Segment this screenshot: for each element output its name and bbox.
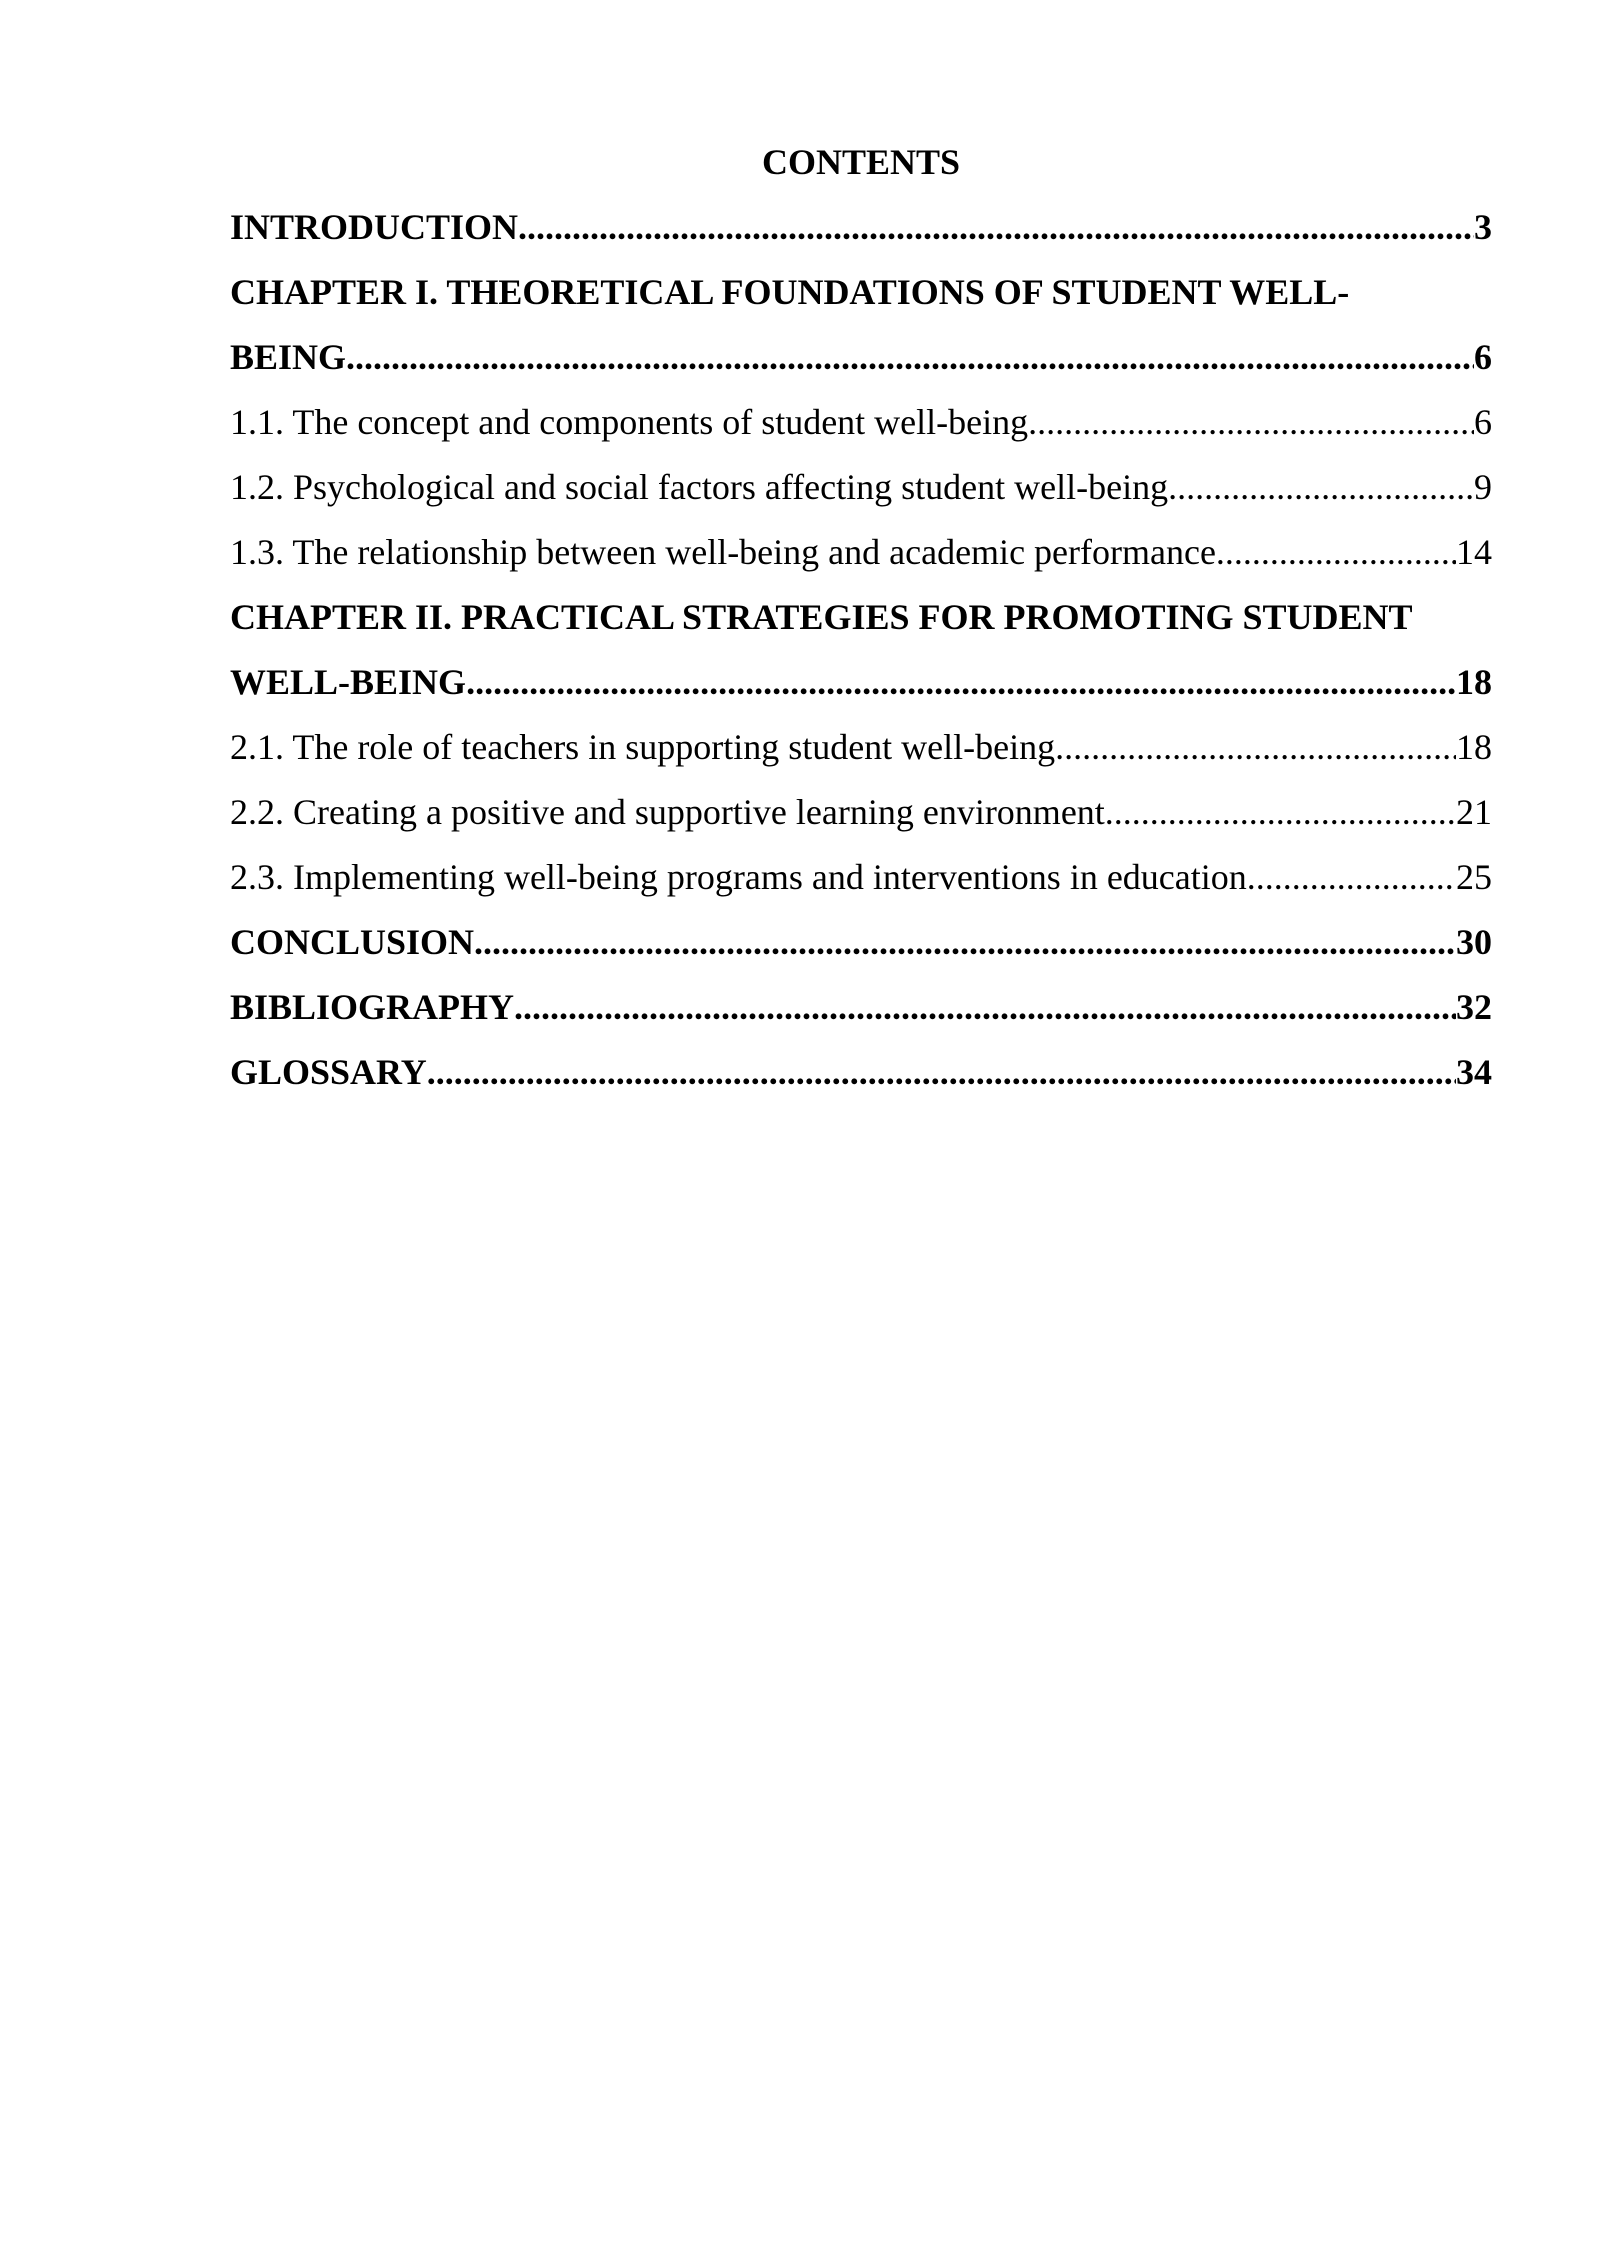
toc-page-number: 18 bbox=[1456, 662, 1492, 702]
dot-leader bbox=[514, 975, 1456, 1040]
toc-entry-title: INTRODUCTION bbox=[230, 207, 519, 247]
toc-entry-chapter-1[interactable] bbox=[230, 260, 1492, 390]
toc-page-number: 6 bbox=[1474, 337, 1492, 377]
toc-entry-title-line: CHAPTER II. PRACTICAL STRATEGIES FOR PROMOTING STUDENT bbox=[230, 597, 1413, 637]
toc-entry-title: BIBLIOGRAPHY bbox=[230, 987, 515, 1027]
toc-entry-title-line: CHAPTER I. THEORETICAL FOUNDATIONS OF STUDENT WELL- bbox=[230, 272, 1350, 312]
toc-entry-section-1-3[interactable] bbox=[230, 520, 1492, 585]
dot-leader bbox=[1216, 520, 1456, 585]
toc-entry-title: 2.2. Creating a positive and supportive learning environment bbox=[230, 792, 1105, 832]
toc-entry-section-2-3[interactable] bbox=[230, 845, 1492, 910]
dot-leader bbox=[1105, 780, 1456, 845]
toc-entry-conclusion[interactable] bbox=[230, 910, 1492, 975]
toc-page-number: 9 bbox=[1474, 467, 1492, 507]
toc-page-number: 30 bbox=[1456, 922, 1492, 962]
toc-entry-title: GLOSSARY bbox=[230, 1052, 427, 1092]
toc-page-number: 18 bbox=[1456, 727, 1492, 767]
dot-leader bbox=[474, 910, 1456, 975]
toc-page-number: 6 bbox=[1474, 402, 1492, 442]
toc-page-number: 21 bbox=[1456, 792, 1492, 832]
dot-leader bbox=[346, 325, 1474, 390]
dot-leader bbox=[427, 1040, 1456, 1105]
toc-entry-bibliography[interactable] bbox=[230, 975, 1492, 1040]
toc-entry-title: 1.3. The relationship between well-being and academic performance bbox=[230, 532, 1216, 572]
toc-page-number: 3 bbox=[1474, 207, 1492, 247]
dot-leader bbox=[1028, 390, 1474, 455]
toc-entry-chapter-2[interactable] bbox=[230, 585, 1492, 715]
toc-page-number: 25 bbox=[1456, 857, 1492, 897]
toc-list bbox=[230, 195, 1492, 1105]
toc-entry-title: WELL-BEING bbox=[230, 662, 467, 702]
toc-entry-introduction[interactable] bbox=[230, 195, 1492, 260]
toc-page-number: 34 bbox=[1456, 1052, 1492, 1092]
toc-entry-glossary[interactable] bbox=[230, 1040, 1492, 1105]
dot-leader bbox=[1247, 845, 1456, 910]
dot-leader bbox=[518, 195, 1474, 260]
toc-page-number: 32 bbox=[1456, 987, 1492, 1027]
dot-leader bbox=[1168, 455, 1474, 520]
toc-entry-title: BEING bbox=[230, 337, 347, 377]
toc-page-number: 14 bbox=[1456, 532, 1492, 572]
toc-title: CONTENTS bbox=[761, 142, 961, 182]
dot-leader bbox=[1055, 715, 1456, 780]
toc-entry-section-1-2[interactable] bbox=[230, 455, 1492, 520]
toc-entry-title: CONCLUSION bbox=[230, 922, 475, 962]
toc-entry-section-2-1[interactable] bbox=[230, 715, 1492, 780]
toc-entry-section-2-2[interactable] bbox=[230, 780, 1492, 845]
toc-entry-title: 2.3. Implementing well-being programs and interventions in education bbox=[230, 857, 1247, 897]
toc-entry-title: 1.2. Psychological and social factors affecting student well-being bbox=[230, 467, 1169, 507]
toc-entry-section-1-1[interactable] bbox=[230, 390, 1492, 455]
document-page bbox=[230, 130, 1492, 1105]
toc-entry-title: 1.1. The concept and components of student well-being bbox=[230, 402, 1029, 442]
toc-entry-title: 2.1. The role of teachers in supporting student well-being bbox=[230, 727, 1056, 767]
dot-leader bbox=[466, 650, 1456, 715]
